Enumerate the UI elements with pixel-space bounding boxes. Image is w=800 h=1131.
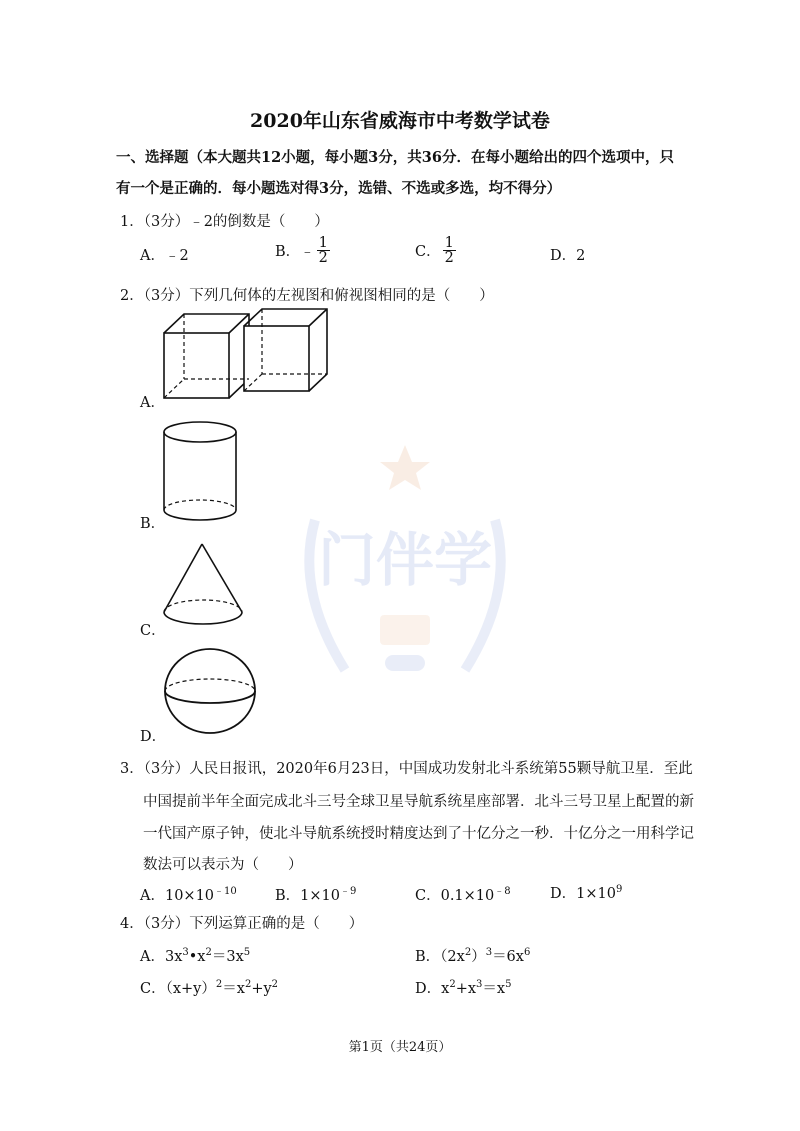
q3-option-a: A．$10\times 10^{﹣10}$ <box>140 886 237 904</box>
figure-sphere <box>160 646 260 738</box>
section-heading-line1: 一、选择题（本大题共12小题，每小题3分，共36分．在每小题给出的四个选项中，只 <box>116 149 674 166</box>
q1-option-c <box>415 236 456 265</box>
q1-option-c-label: C． <box>415 244 441 260</box>
q3-option-c: C．$0.1\times 10^{﹣8}$ <box>415 886 511 904</box>
q2-option-c: C． <box>140 623 166 639</box>
q1-stem: 1．（3分）﹣2的倒数是（ ） <box>120 214 329 230</box>
q3-line3: 一代国产原子钟，使北斗导航系统授时精度达到了十亿分之一秒．十亿分之一用科学记 <box>143 826 694 842</box>
q3-option-b: B．$1\times 10^{﹣9}$ <box>275 886 357 904</box>
section-heading-line2: 有一个是正确的．每小题选对得3分，选错、不选或多选，均不得分） <box>116 180 562 197</box>
fraction-one-half: $\frac{1}{2}$ <box>318 235 328 266</box>
q2-stem: 2．（3分）下列几何体的左视图和俯视图相同的是（ ） <box>120 288 494 304</box>
q1-option-b-label: B．﹣ <box>275 244 315 260</box>
page-title: 2020年山东省威海市中考数学试卷 <box>250 110 550 132</box>
fraction-one-half: $\frac{1}{2}$ <box>444 235 454 266</box>
q1-option-b <box>275 236 330 265</box>
q4-stem: 4．（3分）下列运算正确的是（ ） <box>120 916 364 932</box>
watermark-text: 门伴学 <box>317 526 493 594</box>
q4-option-d: D．$x^2+x^3=x^5$ <box>415 979 512 997</box>
q3-line2: 中国提前半年全面完成北斗三号全球卫星导航系统星座部署．北斗三号卫星上配置的新 <box>143 794 694 810</box>
q3-option-d: D．$1\times 10^9$ <box>550 884 623 902</box>
page-footer: 第1页（共24页） <box>348 1040 452 1055</box>
watermark-logo <box>285 440 525 700</box>
q3-line4: 数法可以表示为（ ） <box>143 857 303 873</box>
q4-option-b: B．$(2x^2)^3=6x^6$ <box>415 947 531 965</box>
q3-line1: 3．（3分）人民日报讯，2020年6月23日，中国成功发射北斗系统第55颗导航卫星．至此 <box>120 761 693 777</box>
q4-option-a: A．$3x^3•x^2=3x^5$ <box>140 947 251 965</box>
figure-two-cubes <box>160 308 335 403</box>
q2-option-a: A． <box>140 395 165 411</box>
q2-option-b: B． <box>140 516 166 532</box>
q2-option-d: D． <box>140 729 167 745</box>
figure-cylinder <box>160 418 242 528</box>
figure-cone <box>160 540 248 632</box>
q1-option-d: D．2 <box>550 248 586 264</box>
q4-option-c: C．$(x+y)^2=x^2+y^2$ <box>140 979 279 997</box>
q1-option-a: A．﹣2 <box>140 248 189 264</box>
